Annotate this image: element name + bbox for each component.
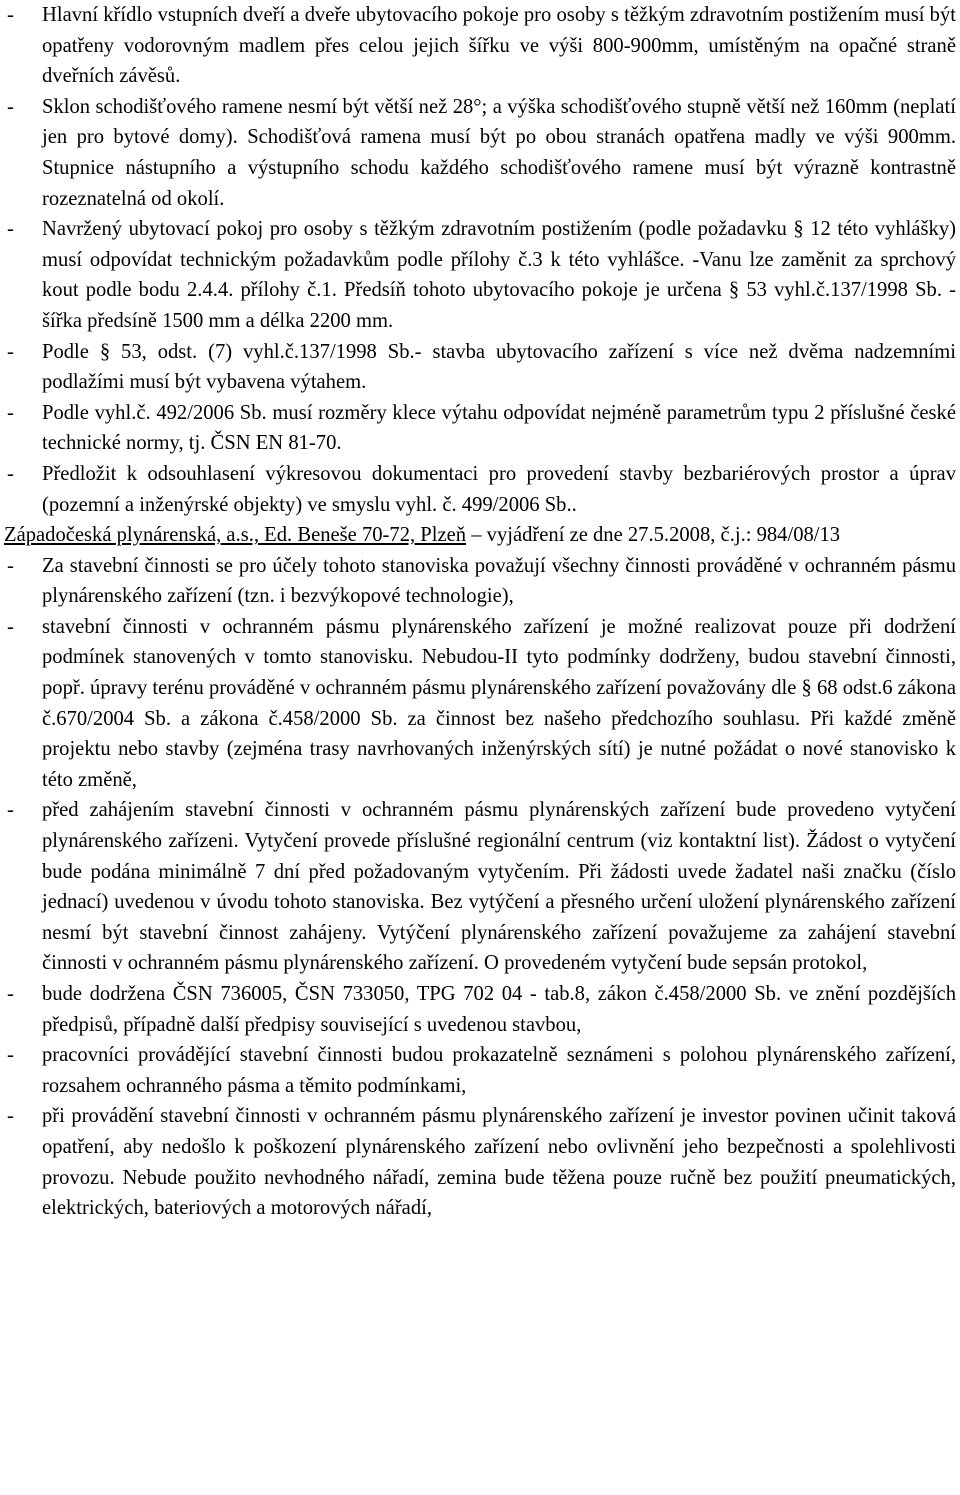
list-bullet-dash: - [7, 1044, 14, 1067]
list-bullet-dash: - [7, 95, 14, 118]
list-item-text: Podle vyhl.č. 492/2006 Sb. musí rozměry klece výtahu odpovídat nejméně parametrům typu 2 příslušné české technické normy, tj. ČSN EN 81-70. [42, 401, 956, 455]
gas-utility-conditions-list [4, 551, 956, 1224]
list-item [4, 398, 956, 459]
list-bullet-dash: - [7, 462, 14, 485]
accessibility-requirements-list [4, 0, 956, 520]
list-item-text: bude dodržena ČSN 736005, ČSN 733050, TPG 702 04 - tab.8, zákon č.458/2000 Sb. ve znění pozdějších předpisů, případně další předpisy související s uvedenou stavbou, [42, 983, 956, 1036]
list-item [4, 795, 956, 979]
organization-name: Západočeská plynárenská, a.s., Ed. Beneše 70-72, Plzeň [4, 524, 467, 547]
list-bullet-dash: - [7, 218, 14, 241]
list-item [4, 0, 956, 92]
list-item [4, 214, 956, 336]
list-item [4, 1040, 956, 1101]
list-item-text: Hlavní křídlo vstupních dveří a dveře ubytovacího pokoje pro osoby s těžkým zdravotním postižením musí být opatřeny vodorovným madlem přes celou jejich šířku ve výši 800-900mm, umístěným na opačné straně dveřních závěsů. [42, 4, 956, 88]
list-item-text: při provádění stavební činnosti v ochranném pásmu plynárenského zařízení je investor povinen učinit taková opatření, aby nedošlo k poškození plynárenského zařízení nebo ovlivnění jeho bezpečnosti a spolehlivosti provozu. Nebude použito nevhodného nářadí, zemina bude těžena pouze ručně bez použití pneumatických, elektrických, bateriových a motorových nářadí, [42, 1105, 956, 1220]
list-item [4, 92, 956, 214]
list-item [4, 459, 956, 520]
list-item-text: stavební činnosti v ochranném pásmu plynárenského zařízení je možné realizovat pouze při dodržení podmínek stanovených v tomto stanovisku. Nebudou-II tyto podmínky dodrženy, budou stavební činnosti, popř. úpravy terénu prováděné v ochranném pásmu plynárenského zařízení považovány dle § 68 odst.6 zákona č.670/2004 Sb. a zákona č.458/2000 Sb. za činnost bez našeho předchozího souhlasu. Při každé změně projektu nebo stavby (zejména trasy navrhovaných inženýrských sítí) je nutné požádat o nové stanovisko k této změně, [42, 615, 956, 791]
list-bullet-dash: - [7, 401, 14, 424]
list-item-text: Sklon schodišťového ramene nesmí být větší než 28°; a výška schodišťového stupně větší než 160mm (neplatí jen pro bytové domy). Schodišťová ramena musí být po obou stranách opatřena madly ve výši 900mm. Stupnice nástupního a výstupního schodu každého schodišťového ramene musí být výrazně kontrastně rozeznatelná od okolí. [42, 95, 956, 210]
list-item-text: pracovníci provádějící stavební činnosti budou prokazatelně seznámeni s polohou plynárenského zařízení, rozsahem ochranného pásma a těmito podmínkami, [42, 1044, 956, 1097]
list-item-text: Navržený ubytovací pokoj pro osoby s těžkým zdravotním postižením (podle požadavku § 12 této vyhlášky) musí odpovídat technickým požadavkům podle přílohy č.3 k této vyhlášce. -Vanu lze zaměnit za sprchový kout podle bodu 2.4.4. přílohy č.1. Předsíň tohoto ubytovacího pokoje je určena § 53 vyhl.č.137/1998 Sb. - šířka předsíně 1500 mm a délka 2200 mm. [42, 218, 956, 332]
list-item [4, 612, 956, 796]
list-bullet-dash: - [7, 554, 14, 577]
list-bullet-dash: - [7, 799, 14, 822]
list-item-text: Za stavební činnosti se pro účely tohoto stanoviska považují všechny činnosti prováděné v ochranném pásmu plynárenského zařízení (tzn. i bezvýkopové technologie), [42, 554, 956, 608]
list-bullet-dash: - [7, 340, 14, 363]
list-item [4, 979, 956, 1040]
list-item [4, 551, 956, 612]
list-item [4, 1101, 956, 1223]
list-item-text: Podle § 53, odst. (7) vyhl.č.137/1998 Sb.- stavba ubytovacího zařízení s více než dvěma nadzemními podlažími musí být vybavena výtahem. [42, 340, 956, 394]
list-item-text: Předložit k odsouhlasení výkresovou dokumentaci pro provedení stavby bezbariérových prostor a úprav (pozemní a inženýrské objekty) ve smyslu vyhl. č. 499/2006 Sb.. [42, 462, 956, 516]
list-bullet-dash: - [7, 983, 14, 1005]
list-item-text: před zahájením stavební činnosti v ochranném pásmu plynárenských zařízení bude provedeno vytyčení plynárenského zařízeni. Vytyčení provede příslušné regionální centrum (viz kontaktní list). Žádost o vytyčení bude podána minimálně 7 dní před požadovaným vytyčením. Při žádosti uvede žadatel naši značku (číslo jednací) uvedenou v úvodu tohoto stanoviska. Bez vytýčení a přesného určení uložení plynárenského zařízení nesmí být stavební činnost zahájeny. Vytýčení plynárenského zařízení považujeme za zahájení stavební činnosti v ochranném pásmu plynárenského zařízení. O provedeném vytyčení bude sepsán protokol, [42, 799, 956, 975]
list-item [4, 337, 956, 398]
statement-reference: – vyjádření ze dne 27.5.2008, č.j.: 984/08/13 [466, 524, 841, 547]
list-bullet-dash: - [7, 4, 14, 26]
section-heading [4, 520, 956, 551]
list-bullet-dash: - [7, 615, 14, 638]
list-bullet-dash: - [7, 1105, 14, 1128]
